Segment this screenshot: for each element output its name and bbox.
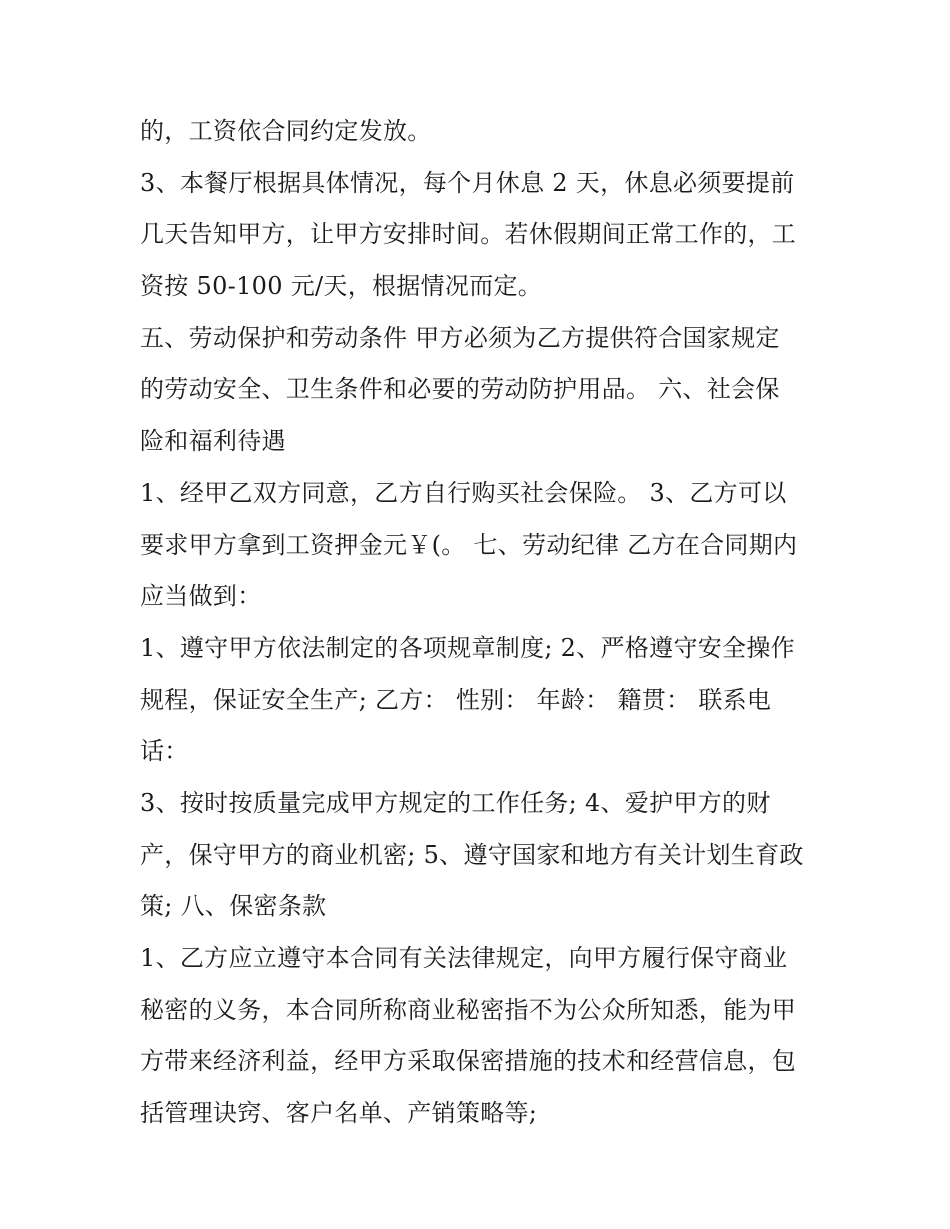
text-line: 3、本餐厅根据具体情况，每个月休息 2 天，休息必须要提前 — [140, 168, 795, 197]
text-line: 应当做到： — [140, 582, 262, 611]
text-line: 1、遵守甲方依法制定的各项规章制度; 2、严格遵守安全操作 — [140, 633, 795, 662]
text-line: 策; 八、保密条款 — [140, 892, 327, 921]
text-line: 1、乙方应立遵守本合同有关法律规定，向甲方履行保守商业 — [140, 944, 788, 972]
text-line: 几天告知甲方，让甲方安排时间。若休假期间正常工作的，工 — [140, 220, 797, 249]
text-line: 秘密的义务，本合同所称商业秘密指不为公众所知悉，能为甲 — [140, 995, 797, 1024]
text-line: 1、经甲乙双方同意，乙方自行购买社会保险。 3、乙方可以 — [140, 478, 787, 507]
text-line: 险和福利待遇 — [140, 427, 286, 456]
text-line: 要求甲方拿到工资押金元￥(。 七、劳动纪律 乙方在合同期内 — [140, 530, 798, 559]
contract-text — [140, 106, 820, 1140]
text-line: 话： — [140, 737, 189, 766]
text-line: 规程，保证安全生产; 乙方： 性别： 年龄： 籍贯： 联系电 — [140, 685, 772, 714]
text-line: 3、按时按质量完成甲方规定的工作任务; 4、爱护甲方的财 — [140, 788, 771, 817]
text-line: 方带来经济利益，经甲方采取保密措施的技术和经营信息，包 — [140, 1047, 797, 1076]
text-line: 的，工资依合同约定发放。 — [140, 117, 432, 145]
text-line: 产，保守甲方的商业机密; 5、遵守国家和地方有关计划生育政 — [140, 840, 804, 869]
text-line: 的劳动安全、卫生条件和必要的劳动防护用品。 六、社会保 — [140, 375, 780, 404]
text-line: 五、劳动保护和劳动条件 甲方必须为乙方提供符合国家规定 — [140, 323, 780, 352]
text-line: 资按 50-100 元/天，根据情况而定。 — [140, 272, 543, 301]
text-line: 括管理诀窍、客户名单、产销策略等; — [140, 1099, 538, 1128]
